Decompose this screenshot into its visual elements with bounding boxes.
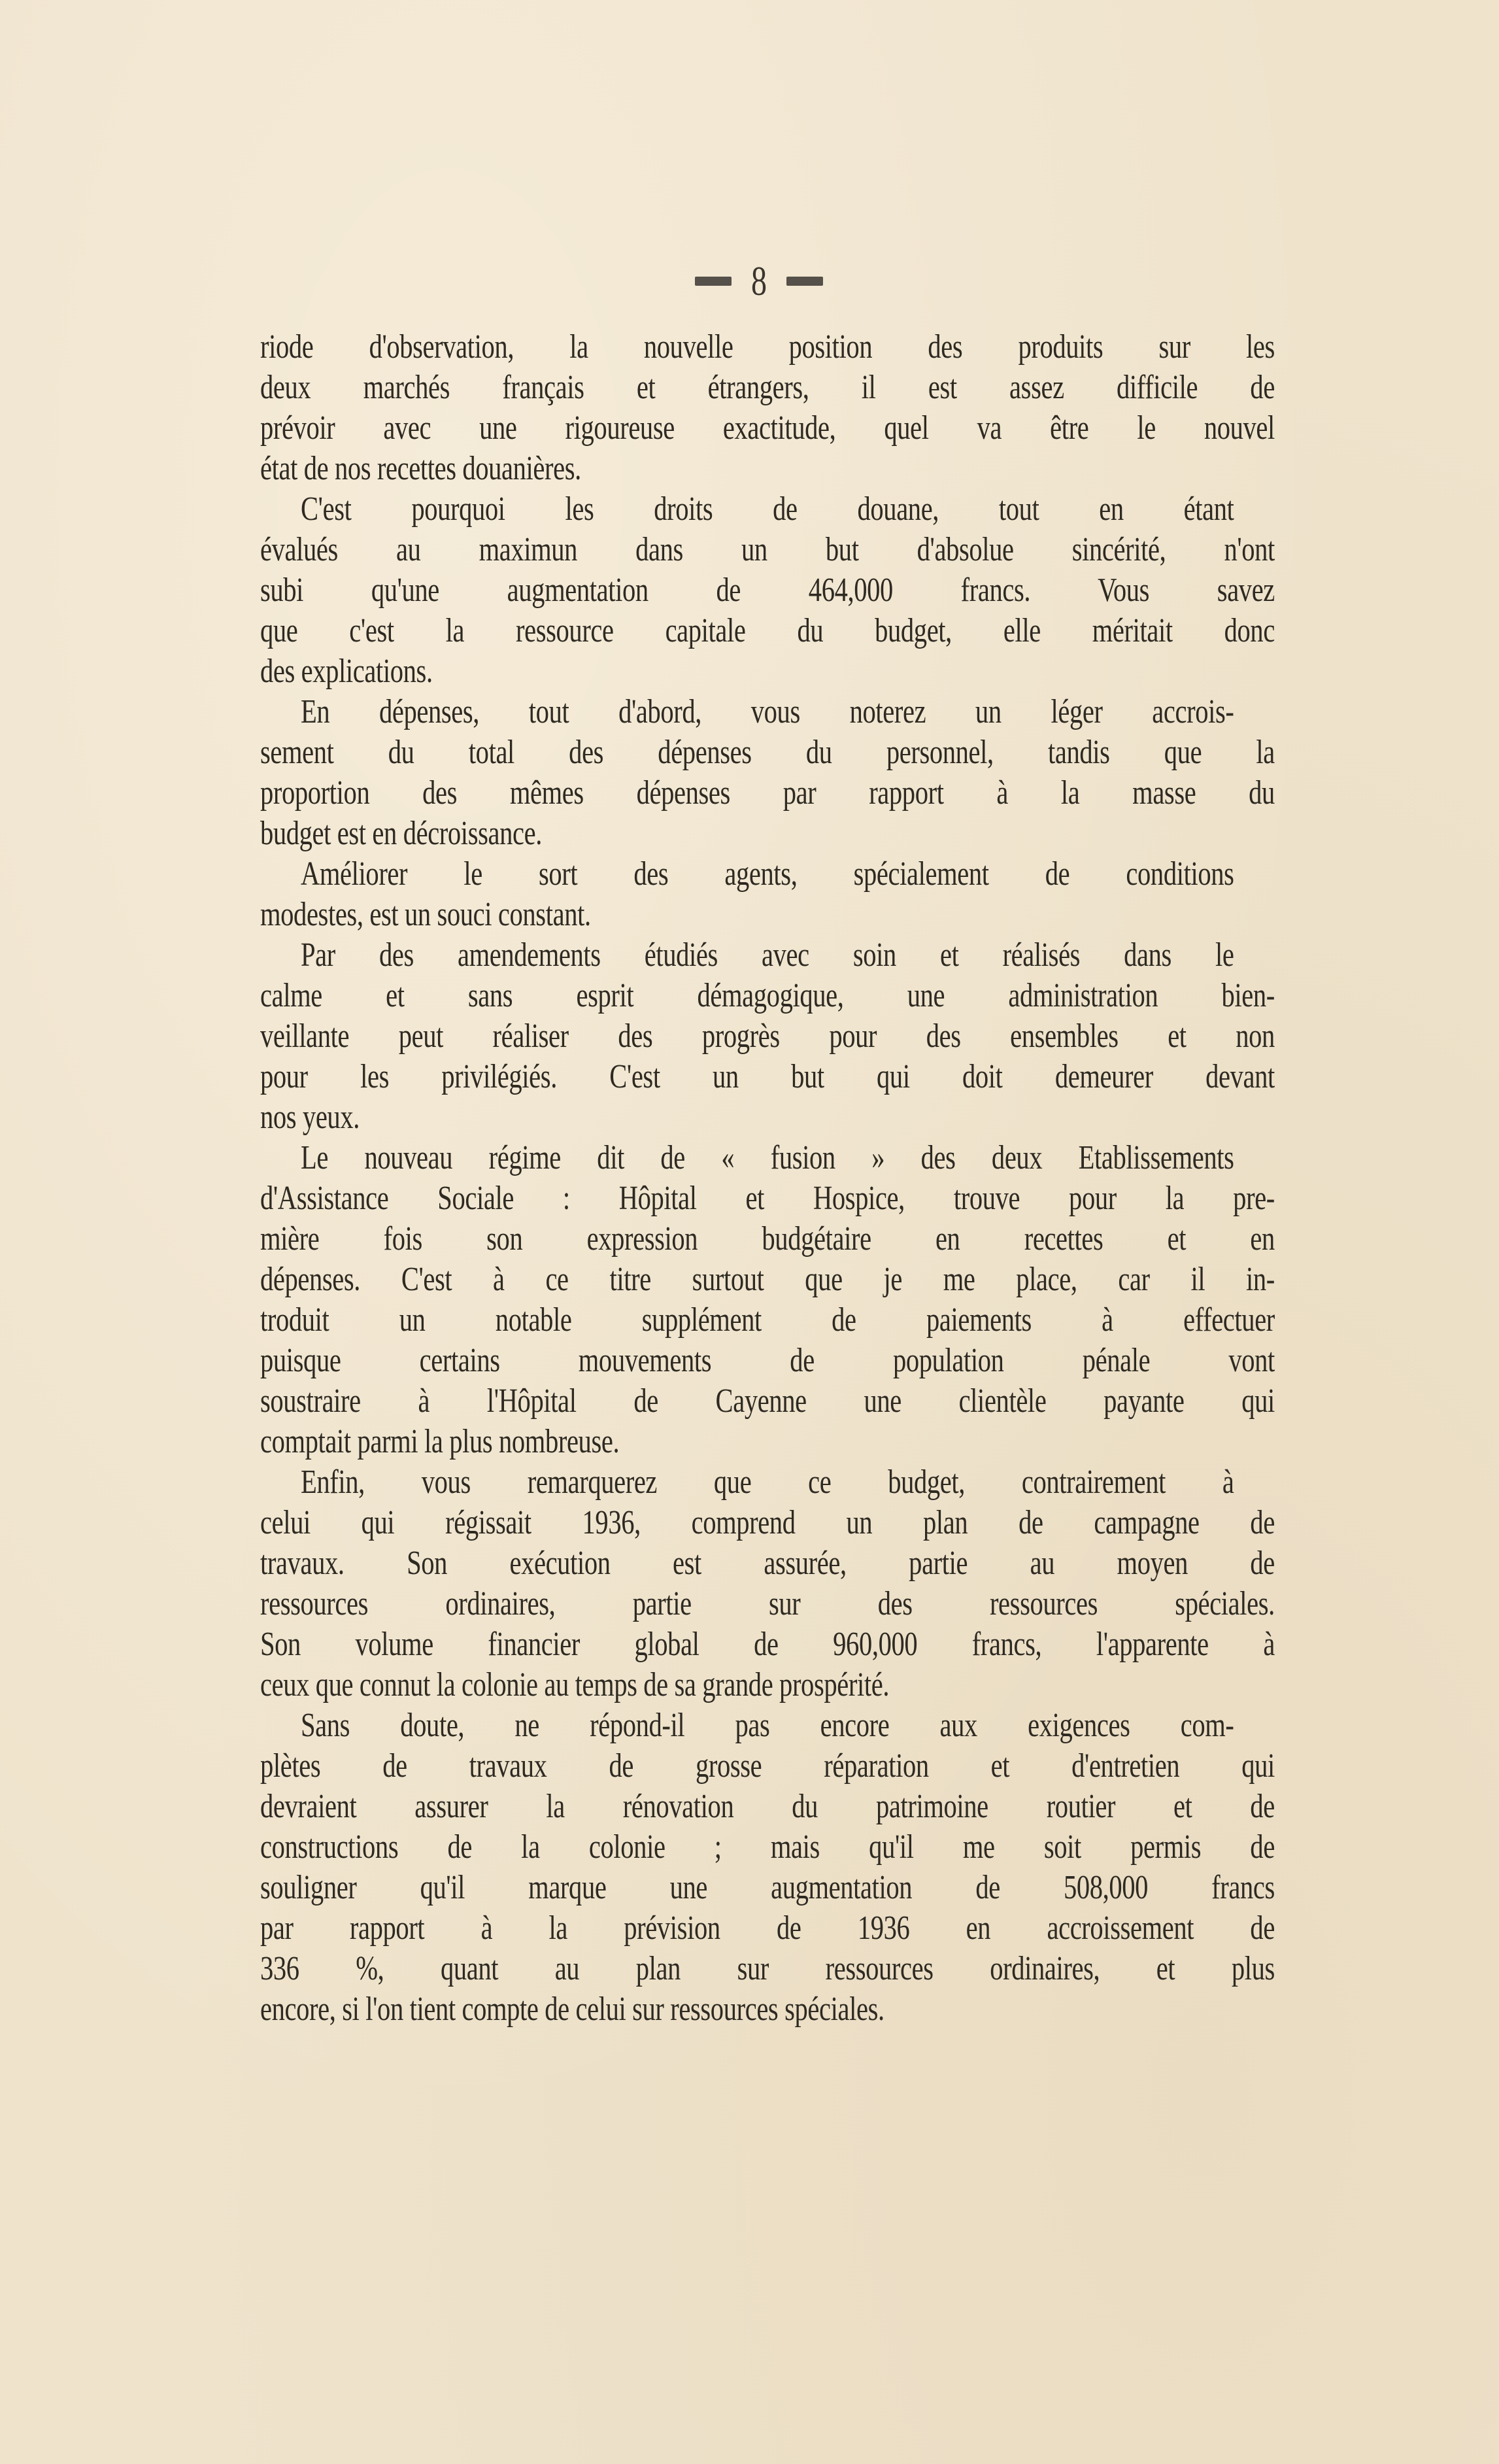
right-dash-ornament xyxy=(786,277,823,286)
text-line-content: des explications. xyxy=(260,653,433,690)
text-line xyxy=(260,1827,1275,1868)
text-line xyxy=(260,1503,1275,1543)
text-line-content: celui qui régissait 1936, comprend un plan de campagne de xyxy=(260,1504,1275,1541)
text-line-content: plètes de travaux de grosse réparation et d'entretien qui xyxy=(260,1747,1275,1785)
text-line xyxy=(260,1624,1275,1665)
text-line xyxy=(260,1462,1275,1503)
text-line-content: sement du total des dépenses du personnel, tandis que la xyxy=(260,734,1275,771)
paragraph xyxy=(260,489,1275,692)
text-line-content: d'Assistance Sociale : Hôpital et Hospice, trouve pour la pre- xyxy=(260,1180,1275,1217)
text-line-content: veillante peut réaliser des progrès pour des ensembles et non xyxy=(260,1018,1275,1055)
text-line xyxy=(260,854,1275,895)
text-line xyxy=(260,1097,1275,1138)
text-line-content: modestes, est un souci constant. xyxy=(260,896,591,933)
text-line xyxy=(260,732,1275,773)
text-line-content: constructions de la colonie ; mais qu'il me soit permis de xyxy=(260,1828,1275,1866)
text-line-content: devraient assurer la rénovation du patrimoine routier et de xyxy=(260,1788,1275,1825)
text-line-content: que c'est la ressource capitale du budget, elle méritait donc xyxy=(260,612,1275,649)
text-line xyxy=(260,1259,1275,1300)
text-line-content: puisque certains mouvements de population pénale vont xyxy=(260,1342,1275,1379)
text-line xyxy=(260,327,1275,368)
text-line-content: budget est en décroissance. xyxy=(260,815,542,852)
text-line xyxy=(260,895,1275,935)
text-line-content: souligner qu'il marque une augmentation de 508,000 francs xyxy=(260,1869,1275,1906)
text-line-content: comptait parmi la plus nombreuse. xyxy=(260,1423,620,1460)
left-dash-ornament xyxy=(695,277,732,286)
text-line-content: prévoir avec une rigoureuse exactitude, quel va être le nouvel xyxy=(260,409,1275,447)
text-line-content: évalués au maximun dans un but d'absolue sincérité, n'ont xyxy=(260,531,1275,568)
paragraph xyxy=(260,1462,1275,1705)
text-line xyxy=(260,1949,1275,1989)
text-line xyxy=(260,1584,1275,1624)
text-line xyxy=(260,1868,1275,1908)
text-line xyxy=(260,1300,1275,1341)
page-number-header xyxy=(684,258,834,304)
text-line xyxy=(260,408,1275,449)
text-line-content: Sans doute, ne répond-il pas encore aux exigences com- xyxy=(301,1707,1234,1744)
text-line-content: proportion des mêmes dépenses par rapport à la masse du xyxy=(260,774,1275,812)
text-line-content: 336 %, quant au plan sur ressources ordinaires, et plus xyxy=(260,1950,1275,1987)
paragraph xyxy=(260,935,1275,1138)
text-line xyxy=(260,813,1275,854)
paragraph xyxy=(260,327,1275,489)
text-line-content: Le nouveau régime dit de « fusion » des deux Etablissements xyxy=(301,1139,1234,1176)
text-line-content: pour les privilégiés. C'est un but qui doit demeurer devant xyxy=(260,1058,1275,1095)
text-line-content: encore, si l'on tient compte de celui sur ressources spéciales. xyxy=(260,1991,884,2028)
text-line xyxy=(260,1908,1275,1949)
text-line xyxy=(260,570,1275,611)
text-line xyxy=(260,611,1275,651)
text-line xyxy=(260,1016,1275,1057)
text-line-content: soustraire à l'Hôpital de Cayenne une clientèle payante qui xyxy=(260,1382,1275,1420)
paragraph xyxy=(260,1138,1275,1462)
text-line xyxy=(260,1341,1275,1381)
text-line xyxy=(260,1422,1275,1462)
text-line xyxy=(260,976,1275,1016)
text-line-content: par rapport à la prévision de 1936 en accroissement de xyxy=(260,1909,1275,1947)
text-line-content: ressources ordinaires, partie sur des ressources spéciales. xyxy=(260,1585,1275,1622)
text-line xyxy=(260,1219,1275,1259)
text-line xyxy=(260,449,1275,489)
text-line xyxy=(260,1178,1275,1219)
text-line xyxy=(260,1665,1275,1705)
page-number: 8 xyxy=(751,258,767,304)
body-text xyxy=(260,327,1275,2030)
text-line xyxy=(260,773,1275,813)
text-line-content: calme et sans esprit démagogique, une administration bien- xyxy=(260,977,1275,1014)
text-line-content: Par des amendements étudiés avec soin et réalisés dans le xyxy=(301,936,1234,974)
text-line xyxy=(260,935,1275,976)
paragraph xyxy=(260,1705,1275,2030)
text-line-content: troduit un notable supplément de paiements à effectuer xyxy=(260,1301,1275,1339)
text-line-content: riode d'observation, la nouvelle position des produits sur les xyxy=(260,328,1275,366)
text-line xyxy=(260,1705,1275,1746)
text-line-content: subi qu'une augmentation de 464,000 francs. Vous savez xyxy=(260,572,1275,609)
text-line xyxy=(260,1989,1275,2030)
text-line xyxy=(260,1746,1275,1787)
text-line xyxy=(260,368,1275,408)
text-line xyxy=(260,530,1275,570)
text-line xyxy=(260,1381,1275,1422)
text-line-content: nos yeux. xyxy=(260,1099,360,1136)
text-line-content: Améliorer le sort des agents, spécialement de conditions xyxy=(301,855,1234,893)
paragraph xyxy=(260,692,1275,854)
paragraph xyxy=(260,854,1275,935)
text-line xyxy=(260,1057,1275,1097)
text-line xyxy=(260,1543,1275,1584)
text-line xyxy=(260,692,1275,732)
text-line-content: mière fois son expression budgétaire en recettes et en xyxy=(260,1220,1275,1258)
text-line-content: ceux que connut la colonie au temps de sa grande prospérité. xyxy=(260,1666,890,1703)
text-line-content: En dépenses, tout d'abord, vous noterez un léger accrois- xyxy=(301,693,1234,730)
text-line xyxy=(260,1138,1275,1178)
text-line xyxy=(260,489,1275,530)
text-line-content: travaux. Son exécution est assurée, partie au moyen de xyxy=(260,1545,1275,1582)
text-line-content: C'est pourquoi les droits de douane, tout en étant xyxy=(301,490,1234,528)
text-line-content: Enfin, vous remarquerez que ce budget, contrairement à xyxy=(301,1463,1234,1501)
text-line-content: Son volume financier global de 960,000 francs, l'apparente à xyxy=(260,1626,1275,1663)
text-line xyxy=(260,651,1275,692)
text-line xyxy=(260,1787,1275,1827)
text-line-content: dépenses. C'est à ce titre surtout que je me place, car il in- xyxy=(260,1261,1275,1298)
text-line-content: état de nos recettes douanières. xyxy=(260,450,581,487)
text-line-content: deux marchés français et étrangers, il est assez difficile de xyxy=(260,369,1275,406)
